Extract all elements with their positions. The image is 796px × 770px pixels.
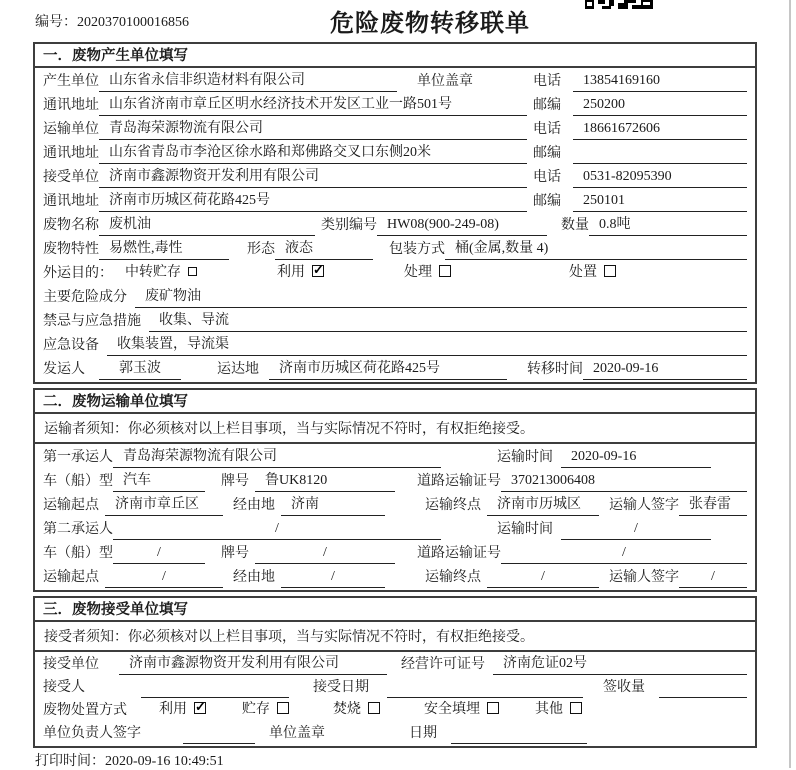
address-label: 通讯地址 xyxy=(43,98,99,113)
row-recipient xyxy=(35,675,755,698)
row-route2 xyxy=(35,564,755,588)
transport-time-label: 运输时间 xyxy=(497,522,553,537)
carrier2-label: 第二承运人 xyxy=(43,522,113,537)
received-qty-label: 签收量 xyxy=(603,680,645,695)
transfer-time-value: 2020-09-16 xyxy=(583,361,747,380)
packing-value: 桶(金属,数量 4) xyxy=(445,237,747,260)
row-receive-unit xyxy=(35,652,755,675)
section-producer xyxy=(33,42,757,384)
end2-value: / xyxy=(487,569,599,588)
road-permit-label: 道路运输证号 xyxy=(417,474,501,489)
row-receiver-address xyxy=(35,188,755,212)
unit-seal-label: 单位盖章 xyxy=(417,74,473,89)
receive-date-label: 接受日期 xyxy=(313,680,369,695)
transporter-zip-group xyxy=(533,142,747,164)
quantity-value: 0.8吨 xyxy=(589,213,747,236)
section-receiver xyxy=(33,596,757,748)
end-label: 运输终点 xyxy=(425,570,481,585)
sign1-value: 张春雷 xyxy=(679,493,747,516)
category-label: 类别编号 xyxy=(321,218,377,233)
row-producer-address xyxy=(35,92,755,116)
producer-phone-group xyxy=(533,70,747,92)
zip-label: 邮编 xyxy=(533,98,561,113)
disposal-option-label: 利用 xyxy=(159,702,187,717)
date-label: 日期 xyxy=(409,726,437,741)
row-hazard xyxy=(35,284,755,308)
destination-value: 济南市历城区荷花路425号 xyxy=(269,357,507,380)
transporter-notice: 运输者须知：你必须核对以上栏目事项，当与实际情况不符时，有权拒绝接受。 xyxy=(35,414,755,444)
hazard-value: 废矿物油 xyxy=(135,285,747,308)
road-permit2-value: / xyxy=(501,545,747,564)
quantity-label: 数量 xyxy=(561,218,589,233)
plate1-value: 鲁UK8120 xyxy=(255,469,395,492)
checkbox-transfer-storage xyxy=(188,267,197,276)
row-producer xyxy=(35,68,755,92)
origin2-value: / xyxy=(105,569,223,588)
unit-seal-label: 单位盖章 xyxy=(269,726,325,741)
producer-address-value: 山东省济南市章丘区明水经济技术开发区工业一路501号 xyxy=(99,93,527,116)
receive-unit-label: 接受单位 xyxy=(43,657,99,672)
section3-header: 三．废物接受单位填写 xyxy=(35,598,755,622)
checkbox-treat xyxy=(439,265,451,277)
row-carrier2 xyxy=(35,516,755,540)
category-value: HW08(900-249-08) xyxy=(377,217,547,236)
trait-value: 易燃性,毒性 xyxy=(99,237,229,260)
road-permit1-value: 370213006408 xyxy=(501,473,747,492)
waste-name-value: 废机油 xyxy=(99,213,315,236)
via2-value: / xyxy=(281,569,385,588)
equipment-label: 应急设备 xyxy=(43,338,99,353)
date-value xyxy=(451,725,587,744)
destination-label: 运达地 xyxy=(217,362,259,377)
purpose-option-label: 中转贮存 xyxy=(125,265,181,280)
equipment-value: 收集装置，导流渠 xyxy=(107,333,747,356)
print-time xyxy=(35,750,224,770)
shipper-value: 郭玉波 xyxy=(99,357,181,380)
row-shipper xyxy=(35,356,755,380)
road-permit-label: 道路运输证号 xyxy=(417,546,501,561)
via1-value: 济南 xyxy=(281,493,385,516)
receiver-address-value: 济南市历城区荷花路425号 xyxy=(99,189,527,212)
disposal-option-utilize xyxy=(159,698,206,721)
checkbox-dispose xyxy=(604,265,616,277)
transporter-zip-value xyxy=(573,145,747,164)
disposal-option-label: 安全填埋 xyxy=(424,702,480,717)
receiver-phone-value: 0531-82095390 xyxy=(573,169,747,188)
disposal-option-storage xyxy=(242,698,289,721)
receiver-phone-group xyxy=(533,166,747,188)
disposal-option-landfill xyxy=(424,698,499,721)
receiver-value: 济南市鑫源物资开发利用有限公司 xyxy=(99,165,527,188)
checkbox-disposal-landfill xyxy=(487,702,499,714)
qr-code-fragment-icon xyxy=(585,0,653,9)
received-qty-value xyxy=(659,679,747,698)
plate-label: 牌号 xyxy=(221,546,249,561)
origin-label: 运输起点 xyxy=(43,498,99,513)
via-label: 经由地 xyxy=(233,570,275,585)
address-label: 通讯地址 xyxy=(43,146,99,161)
vehicle-label: 车（船）型 xyxy=(43,474,113,489)
purpose-option-dispose xyxy=(569,261,616,284)
producer-label: 产生单位 xyxy=(43,74,99,89)
vehicle2-value: / xyxy=(113,545,205,564)
transport-time-label: 运输时间 xyxy=(497,450,553,465)
row-waste-name xyxy=(35,212,755,236)
page-edge-line xyxy=(789,0,791,768)
row-vehicle2 xyxy=(35,540,755,564)
vehicle-label: 车（船）型 xyxy=(43,546,113,561)
transporter-value: 青岛海荣源物流有限公司 xyxy=(99,117,527,140)
sign2-value: / xyxy=(679,569,747,588)
row-equipment xyxy=(35,332,755,356)
disposal-label: 废物处置方式 xyxy=(43,703,127,718)
hazard-label: 主要危险成分 xyxy=(43,290,127,305)
disposal-option-label: 贮存 xyxy=(242,702,270,717)
producer-zip-group xyxy=(533,94,747,116)
transfer-time-label: 转移时间 xyxy=(527,362,583,377)
purpose-option-label: 利用 xyxy=(277,265,305,280)
waste-name-label: 废物名称 xyxy=(43,218,99,233)
carrier2-time-value: / xyxy=(561,521,711,540)
plate2-value: / xyxy=(255,545,395,564)
transporter-address-value: 山东省青岛市李沧区徐水路和郑佛路交叉口东侧20米 xyxy=(99,141,527,164)
checkbox-utilize xyxy=(312,265,324,277)
receiver-zip-value: 250101 xyxy=(573,193,747,212)
plate-label: 牌号 xyxy=(221,474,249,489)
row-taboo xyxy=(35,308,755,332)
row-transporter xyxy=(35,116,755,140)
end-label: 运输终点 xyxy=(425,498,481,513)
checkbox-disposal-other xyxy=(570,702,582,714)
transporter-phone-group xyxy=(533,118,747,140)
carrier2-value: / xyxy=(113,521,441,540)
disposal-option-label: 其他 xyxy=(535,702,563,717)
section-transporter xyxy=(33,388,757,592)
taboo-label: 禁忌与应急措施 xyxy=(43,314,141,329)
recipient-value xyxy=(141,679,289,698)
origin1-value: 济南市章丘区 xyxy=(105,493,223,516)
signer-label: 单位负责人签字 xyxy=(43,726,141,741)
row-receiver xyxy=(35,164,755,188)
signer-value xyxy=(183,725,255,744)
phone-label: 电话 xyxy=(533,74,561,89)
vehicle1-value: 汽车 xyxy=(113,469,205,492)
row-signature xyxy=(35,721,755,744)
doc-number-value: 2020370100016856 xyxy=(77,15,189,30)
producer-value: 山东省永信非织造材料有限公司 xyxy=(99,69,397,92)
carrier1-label: 第一承运人 xyxy=(43,450,113,465)
receiver-notice: 接受者须知：你必须核对以上栏目事项，当与实际情况不符时，有权拒绝接受。 xyxy=(35,622,755,652)
disposal-option-other xyxy=(535,698,582,721)
purpose-option-treat xyxy=(404,261,451,284)
producer-zip-value: 250200 xyxy=(573,97,747,116)
row-vehicle1 xyxy=(35,468,755,492)
shipper-label: 发运人 xyxy=(43,362,85,377)
transporter-phone-value: 18661672606 xyxy=(573,121,747,140)
recipient-label: 接受人 xyxy=(43,680,85,695)
transporter-label: 运输单位 xyxy=(43,122,99,137)
carrier1-time-value: 2020-09-16 xyxy=(561,449,711,468)
form-value: 液态 xyxy=(275,237,373,260)
trait-label: 废物特性 xyxy=(43,242,99,257)
zip-label: 邮编 xyxy=(533,194,561,209)
phone-label: 电话 xyxy=(533,170,561,185)
carrier-sign-label: 运输人签字 xyxy=(609,498,679,513)
carrier1-value: 青岛海荣源物流有限公司 xyxy=(113,445,441,468)
row-waste-trait xyxy=(35,236,755,260)
row-carrier1 xyxy=(35,444,755,468)
purpose-label: 外运目的： xyxy=(43,266,113,281)
carrier-sign-label: 运输人签字 xyxy=(609,570,679,585)
disposal-option-incinerate xyxy=(333,698,380,721)
zip-label: 邮编 xyxy=(533,146,561,161)
disposal-option-label: 焚烧 xyxy=(333,702,361,717)
license-value: 济南危证02号 xyxy=(493,652,747,675)
purpose-option-transfer-storage xyxy=(125,261,197,284)
receiver-label: 接受单位 xyxy=(43,170,99,185)
purpose-option-label: 处置 xyxy=(569,265,597,280)
purpose-option-label: 处理 xyxy=(404,265,432,280)
checkbox-disposal-incinerate xyxy=(368,702,380,714)
section1-header: 一．废物产生单位填写 xyxy=(35,44,755,68)
receive-unit-value: 济南市鑫源物资开发利用有限公司 xyxy=(119,652,387,675)
taboo-value: 收集、导流 xyxy=(149,309,747,332)
form-label: 形态 xyxy=(247,242,275,257)
address-label: 通讯地址 xyxy=(43,194,99,209)
origin-label: 运输起点 xyxy=(43,570,99,585)
row-route1 xyxy=(35,492,755,516)
packing-label: 包装方式 xyxy=(389,242,445,257)
doc-number-label: 编号： xyxy=(35,15,77,30)
producer-phone-value: 13854169160 xyxy=(573,73,747,92)
page-title: 危险废物转移联单 xyxy=(330,10,530,37)
row-purpose xyxy=(35,260,755,284)
license-label: 经营许可证号 xyxy=(401,657,485,672)
print-time-label: 打印时间： xyxy=(35,754,105,769)
purpose-option-utilize xyxy=(277,261,324,284)
checkbox-disposal-storage xyxy=(277,702,289,714)
print-time-value: 2020-09-16 10:49:51 xyxy=(105,754,224,769)
section2-header: 二．废物运输单位填写 xyxy=(35,390,755,414)
phone-label: 电话 xyxy=(533,122,561,137)
doc-number xyxy=(35,11,189,31)
checkbox-disposal-utilize xyxy=(194,702,206,714)
receive-date-value xyxy=(387,679,583,698)
row-disposal xyxy=(35,698,755,721)
row-transporter-address xyxy=(35,140,755,164)
via-label: 经由地 xyxy=(233,498,275,513)
end1-value: 济南市历城区 xyxy=(487,493,599,516)
receiver-zip-group xyxy=(533,190,747,212)
